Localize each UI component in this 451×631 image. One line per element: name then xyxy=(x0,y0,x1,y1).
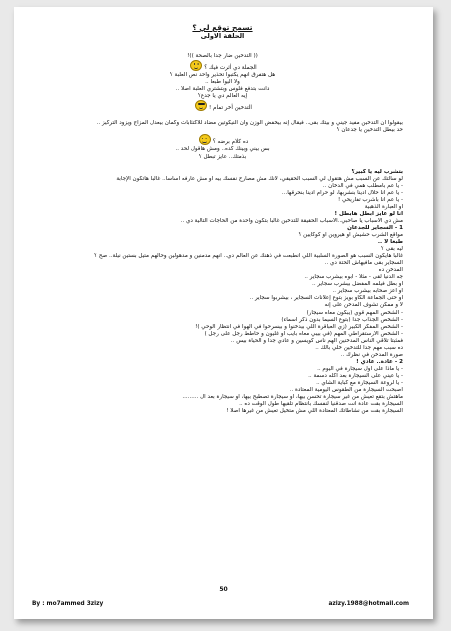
section-heading: 1 - السجاير للجدعان xyxy=(347,224,403,231)
document-title: تسمح توقع لي ؟ xyxy=(192,23,253,32)
text-line: السيجارة بقت من نشاطاتك المعتادة اللي مش متخيل تعيش من غيرها أصلا ! xyxy=(226,408,403,415)
sunglasses-face-icon xyxy=(195,100,207,111)
text-line: هل هتفرق انهم يكتبوا تحذير واحد نص العلبة ؟ xyxy=(169,72,276,79)
footer-author: By : mo7ammed 3zizy xyxy=(32,601,104,607)
section-heading: 2 - عادة.. عادي ! xyxy=(356,358,403,365)
text-line: - الشخص المفكر الكبير (زي العباقرة اللي بيدخنوا و بيسرحوا في الهوا في انتظار الوحي )! xyxy=(195,323,403,330)
smiley-face-icon xyxy=(199,134,211,145)
text-line: جه الدنيا لقى - مثلا - أبوه بيشرب سجاير .. xyxy=(304,274,403,281)
text-line: ده كلام برضه ؟ xyxy=(42,134,403,146)
text-line: (( التدخين ضار جدا بالصحة ))! xyxy=(187,53,258,59)
text-line: طبعا لأ .. xyxy=(377,239,403,246)
text-line: بيقولوا ان التدخين مفيد جيني و بيتك بقى.. فيقال إنه بيخفض الوزن وان النيكوتين مضاد للاكتئابات وكمان بيعدل المزاج ويزود التركيز .. xyxy=(96,120,403,127)
text-line: ماهتش بتقع تعيش من غير سيجارة تحسن بيها، أو سيجارة تصطبح بيها، أو سيجارة بعد ال ......... xyxy=(182,394,403,401)
text-line: فمثبتا تلاقي الناس المدخنين الهم ناس كويسين و عادي جدا و الحياة بيس .. xyxy=(230,337,403,344)
text-line: - يا لروعة السيجارة مع كباية الشاي .. xyxy=(316,379,403,386)
document-body xyxy=(42,23,403,583)
text-line: السيجارة بقت عادة انت صدقنيا لنفسك بانتظام تلقيها طول الوقت ده .. xyxy=(239,401,403,408)
text-line: - يا عم بامطلب همي في الدخان .. xyxy=(322,182,403,189)
text-line: ليه بقى ؟ xyxy=(381,246,403,253)
text-line: الجملة دي أثرت فيك ؟ xyxy=(42,60,403,72)
text-line: إيه العالم دي يا جدع؟ xyxy=(197,93,248,100)
text-line: - يا عم أنا حلال أدينا بنشربها، لو حرام أدينا بنحرقها... xyxy=(281,189,403,196)
text-line: صورة المدخن في نظرك .. xyxy=(340,351,403,358)
text-line: غالبا هايكون السبب هو الصورة السلبية اللي انطبعت في ذهنك عن العالم دي.. انهم مدمنين و مدهولين وحالهم متيل بستين نيلة.. صح ؟ xyxy=(94,253,403,260)
text-line: لو سألتك عن السبب مش هتقول لي السبب الحقيقي، لانك مش مصارح نفسك بيه أو مش عارفه أساسا.. غالبا هاتكون الإجابة xyxy=(116,175,403,182)
text-line: - الشخص المهم قوي (يبكون معاه سيجار) xyxy=(306,309,403,316)
text-line: - يا عم أنا باشرب تفاريحي ! xyxy=(338,196,403,203)
text-line: مش دي الأسباب يا صاحبي..الأسباب الحقيقة للتدخين غالبا بتكون واحدة من الحاجات التالية دي .. xyxy=(180,217,403,224)
text-line: ولا اليوا طبعا .. xyxy=(205,79,240,86)
golden-phrase: أنا لو عايز أبطل هابطل ! xyxy=(334,210,403,217)
text-line: أو بطل فيلمه المفضل بيشرب سجاير .. xyxy=(312,281,403,288)
text-line: أو العبارة الذهبية xyxy=(364,203,403,210)
section-heading: بتشرب ليه يا كبير؟ xyxy=(351,168,403,175)
text-line: أو أعز صحابه بيشرب سجاير .. xyxy=(332,288,403,295)
text-line: أصبحت السيجارة من الطقوس اليومية المعتادة .. xyxy=(289,387,403,394)
text-line: أو حتى الجماعة الكاو بويز بتوع إعلانات السجاير ، بيشربوا سجاير .. xyxy=(249,295,403,302)
text-line: بذمتك.. عايز تبطل ؟ xyxy=(198,153,247,160)
text-line: السجاير بقى مافيهاش الحتة دي .. xyxy=(324,260,403,267)
text-line: المدخن ده xyxy=(378,267,403,274)
text-line: - يا ماذا على أول سيجارة في اليوم .. xyxy=(317,365,403,372)
text-line: التدخين أخر تمام ! xyxy=(42,100,403,112)
text-line: - الشخص الأرستقراطي المهم (في بيبي معاه بايب أو غليون و حاطط رجل على رجل ) xyxy=(204,330,403,337)
document-subtitle: الحلقة الاولى xyxy=(200,32,245,40)
laughing-face-icon xyxy=(190,60,202,71)
text-line: دانت بتدفع فلوس وبتشتري العلبة أصلا .. xyxy=(175,86,270,93)
page-number: 50 xyxy=(219,586,228,593)
text-line: ده سبب مهم جدا للتدخين خلي بالك .. xyxy=(315,344,403,351)
text-line: - يا عيني على السيجارة بعد أكله دسمة .. xyxy=(308,372,403,379)
text-line: حد بيطل التدخين يا جدعان ؟ xyxy=(336,127,403,134)
text-line: - الشخص الجذاب جدا (بتوع السيما بدون ذكر أسماء) xyxy=(281,316,403,323)
text-line: بس بيني وبينك كده.. ومش هاقول لحد .. xyxy=(175,146,270,153)
text-line: لا و ممكن تشوف المدخن على إنه xyxy=(324,302,403,309)
footer-email: azizy.1988@hotmail.com xyxy=(328,601,409,607)
text-line: مواقع الشرب حشيش أو هيروين أو كوكايين ؟ xyxy=(298,231,403,238)
document-page xyxy=(14,7,433,619)
